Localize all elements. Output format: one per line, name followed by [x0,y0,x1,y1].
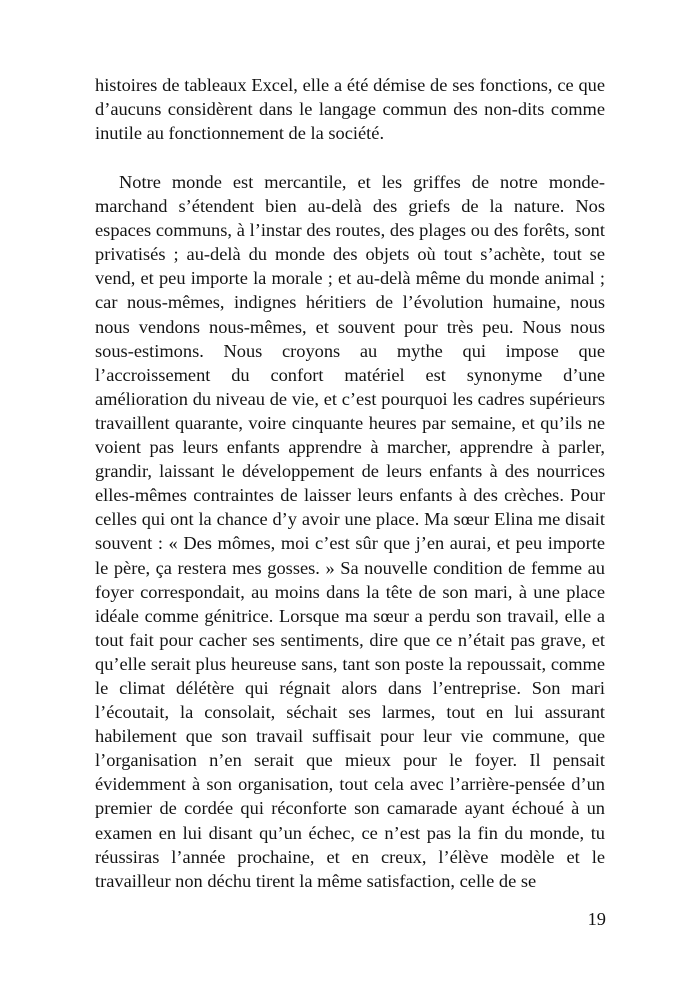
paragraph-text: Notre monde est mercantile, et les griffes de notre monde-marchand s’étendent bien au-delà des griefs de la nature. Nos espaces communs, à l’instar des routes, des plages ou des forêts, sont privatisés ; au-delà du monde des objets où tout s’achète, tout se vend, et peu importe la morale ; et au-delà même du monde animal ; car nous-mêmes, indignes héritiers de l’évolution humaine, nous nous vendons nous-mêmes, et souvent pour très peu. Nous nous sous-estimons. Nous croyons au mythe qui impose que l’accroissement du confort matériel est synonyme d’une amélioration du niveau de vie, et c’est pourquoi les cadres supérieurs travaillent quarante, voire cinquante heures par semaine, et qu’ils ne voient pas leurs enfants apprendre à marcher, apprendre à parler, grandir, laissant le développement de leurs enfants à des nourrices elles-mêmes contraintes de laisser leurs enfants à des crèches. Pour celles qui ont la chance d’y avoir une place. Ma sœur Elina me disait souvent : « Des mômes, moi c’est sûr que j’en aurai, et peu importe le père, ça restera mes gosses. » Sa nouvelle condition de femme au foyer correspondait, au moins dans la tête de son mari, à une place idéale comme génitrice. Lorsque ma sœur a perdu son travail, elle a tout fait pour cacher ses sentiments, dire que ce n’était pas grave, et qu’elle serait plus heureuse sans, tant son poste la repoussait, comme le climat délétère qui régnait alors dans l’entreprise. Son mari l’écoutait, la consolait, séchait ses larmes, tout en lui assurant habilement que son travail suffisait pour leur vie commune, que l’organisation n’en serait que mieux pour le foyer. Il pensait évidemment à son organisation, tout cela avec l’arrière-pensée d’un premier de cordée qui réconforte son camarade ayant échoué à un examen en lui disant qu’un échec, ce n’est pas la fin du monde, tu réussiras l’année prochaine, et en creux, l’élève modèle et le travailleur non déchu tirent la même satisfaction, celle de se [95,172,605,891]
paragraph-continuation [95,73,605,145]
page-number: 19 [587,909,606,929]
paragraph-text: histoires de tableaux Excel, elle a été démise de ses fonctions, ce que d’aucuns considèrent dans le langage commun des non-dits comme inutile au fonctionnement de la société. [95,75,605,144]
paragraph-main [95,170,605,893]
